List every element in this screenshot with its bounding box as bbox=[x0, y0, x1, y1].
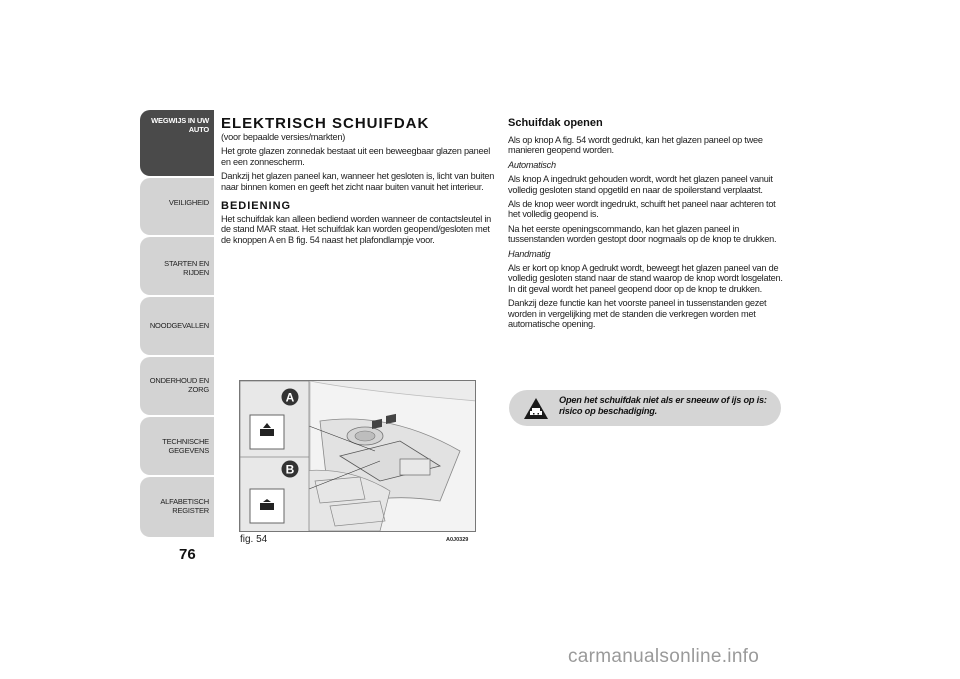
warning-box bbox=[509, 390, 781, 426]
paragraph: Het schuifdak kan alleen bediend worden wanneer de contactsleutel in de stand MAR staat. Het schuifdak kan worden geopend/gesloten met de knoppen A en B fig. 54 naast het plafondlampje voor. bbox=[221, 214, 492, 245]
tab-label: STARTEN EN RIJDEN bbox=[164, 259, 209, 277]
warning-text: Open het schuifdak niet als er sneeuw of ijs op is: risico op beschadiging. bbox=[559, 395, 767, 416]
tab-label: ZORG bbox=[188, 385, 209, 394]
paragraph: Dankzij het glazen paneel kan, wanneer het gesloten is, licht van buiten naar binnen komen en geeft het zicht naar buiten vanuit het interieur. bbox=[221, 171, 495, 192]
tab-label: NOODGEVALLEN bbox=[149, 321, 209, 330]
left-column bbox=[221, 117, 497, 249]
page-title: ELEKTRISCH SCHUIFDAK bbox=[221, 115, 430, 132]
tab-label: REGISTER bbox=[172, 506, 209, 515]
tab-label: ONDERHOUD EN bbox=[149, 376, 209, 385]
mode-label: Handmatig bbox=[508, 248, 551, 259]
paragraph: Als de knop weer wordt ingedrukt, schuift het paneel naar achteren tot het volledig geopend is. bbox=[508, 199, 776, 220]
sunroof-warning-icon bbox=[523, 397, 549, 420]
tab-technische-gegevens[interactable] bbox=[140, 417, 214, 475]
mode-label: Automatisch bbox=[508, 159, 556, 170]
tab-starten-en-rijden[interactable] bbox=[140, 237, 214, 295]
tab-label: VEILIGHEID bbox=[168, 198, 209, 207]
chapter-tabs bbox=[140, 110, 214, 539]
figure-caption: fig. 54 bbox=[240, 534, 268, 545]
section-title: Schuifdak openen bbox=[508, 117, 603, 129]
tab-label: GEGEVENS bbox=[168, 446, 209, 455]
figure-code: A0J0329 bbox=[446, 537, 469, 543]
page-number: 76 bbox=[179, 546, 196, 563]
figure-54 bbox=[239, 380, 476, 532]
subtitle: (voor bepaalde versies/markten) bbox=[221, 132, 345, 142]
callout-a: A bbox=[285, 390, 295, 405]
watermark: carmanualsonline.info bbox=[568, 646, 760, 667]
tab-wegwijs-in-uw-auto[interactable] bbox=[140, 110, 214, 176]
tab-onderhoud-en-zorg[interactable] bbox=[140, 357, 214, 415]
tab-label: TECHNISCHE bbox=[162, 437, 209, 446]
right-column bbox=[508, 117, 783, 334]
paragraph: Het grote glazen zonnedak bestaat uit een beweegbaar glazen paneel en een zonnescherm. bbox=[221, 146, 491, 167]
section-title: BEDIENING bbox=[221, 200, 292, 213]
tab-label: WEGWIJS IN UW bbox=[151, 116, 209, 125]
tab-label: ALFABETISCH bbox=[160, 497, 209, 506]
paragraph: Als knop A ingedrukt gehouden wordt, wordt het glazen paneel vanuit volledig gesloten stand opgetild en naar de spoilerstand verplaatst. bbox=[508, 174, 773, 195]
callout-b: B bbox=[285, 462, 295, 477]
tab-noodgevallen[interactable] bbox=[140, 297, 214, 355]
paragraph: Dankzij deze functie kan het voorste paneel in tussenstanden gezet worden in vergelijking met de standen die verkregen worden met automatische opening. bbox=[508, 298, 767, 330]
paragraph: Als er kort op knop A gedrukt wordt, beweegt het glazen paneel van de volledig gesloten stand naar de stand waarop de knop wordt losgelaten. In dit geval wordt het paneel geopend door op de knop te drukken. bbox=[508, 263, 783, 294]
tab-alfabetisch-register[interactable] bbox=[140, 477, 214, 537]
paragraph: Als op knop A fig. 54 wordt gedrukt, kan het glazen paneel op twee manieren geopend worden. bbox=[508, 135, 763, 156]
sunroof-controls-illustration bbox=[240, 381, 476, 532]
tab-label: AUTO bbox=[188, 125, 209, 134]
tab-veiligheid[interactable] bbox=[140, 178, 214, 235]
paragraph: Na het eerste openingscommando, kan het glazen paneel in tussenstanden worden gestopt door nogmaals op de knop te drukken. bbox=[508, 223, 777, 245]
